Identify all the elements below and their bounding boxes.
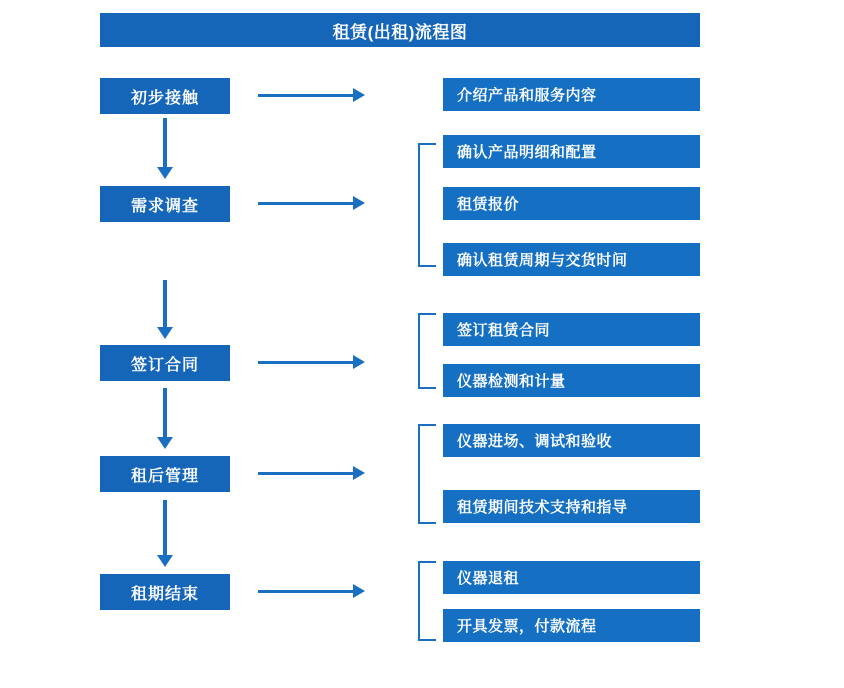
arrow-stage3-to-stage4 [163, 388, 167, 438]
detail-box-5[interactable]: 签订租赁合同 [443, 313, 700, 346]
stage-box-5[interactable]: 租期结束 [100, 574, 230, 610]
detail-box-9[interactable]: 仪器退租 [443, 561, 700, 594]
diagram-title: 租赁(出租)流程图 [100, 13, 700, 47]
detail-box-8[interactable]: 租赁期间技术支持和指导 [443, 490, 700, 523]
stage-box-3[interactable]: 签订合同 [100, 345, 230, 381]
detail-box-7[interactable]: 仪器进场、调试和验收 [443, 424, 700, 457]
stage-box-1[interactable]: 初步接触 [100, 78, 230, 114]
detail-box-10[interactable]: 开具发票，付款流程 [443, 609, 700, 642]
bracket-group-5 [418, 561, 436, 641]
arrow-stage2-to-stage3 [163, 280, 167, 328]
arrow-stage3-to-details [258, 361, 354, 364]
bracket-group-4 [418, 424, 436, 524]
detail-box-4[interactable]: 确认租赁周期与交货时间 [443, 243, 700, 276]
detail-box-3[interactable]: 租赁报价 [443, 187, 700, 220]
detail-box-2[interactable]: 确认产品明细和配置 [443, 135, 700, 168]
arrow-stage1-to-details [258, 94, 354, 97]
bracket-group-2 [418, 143, 436, 267]
arrow-stage4-to-stage5 [163, 500, 167, 556]
arrow-stage2-to-details [258, 202, 354, 205]
stage-box-2[interactable]: 需求调查 [100, 186, 230, 222]
detail-box-1[interactable]: 介绍产品和服务内容 [443, 78, 700, 111]
arrow-stage1-to-stage2 [163, 118, 167, 168]
bracket-group-3 [418, 313, 436, 389]
arrow-stage4-to-details [258, 472, 354, 475]
detail-box-6[interactable]: 仪器检测和计量 [443, 364, 700, 397]
stage-box-4[interactable]: 租后管理 [100, 456, 230, 492]
arrow-stage5-to-details [258, 590, 354, 593]
